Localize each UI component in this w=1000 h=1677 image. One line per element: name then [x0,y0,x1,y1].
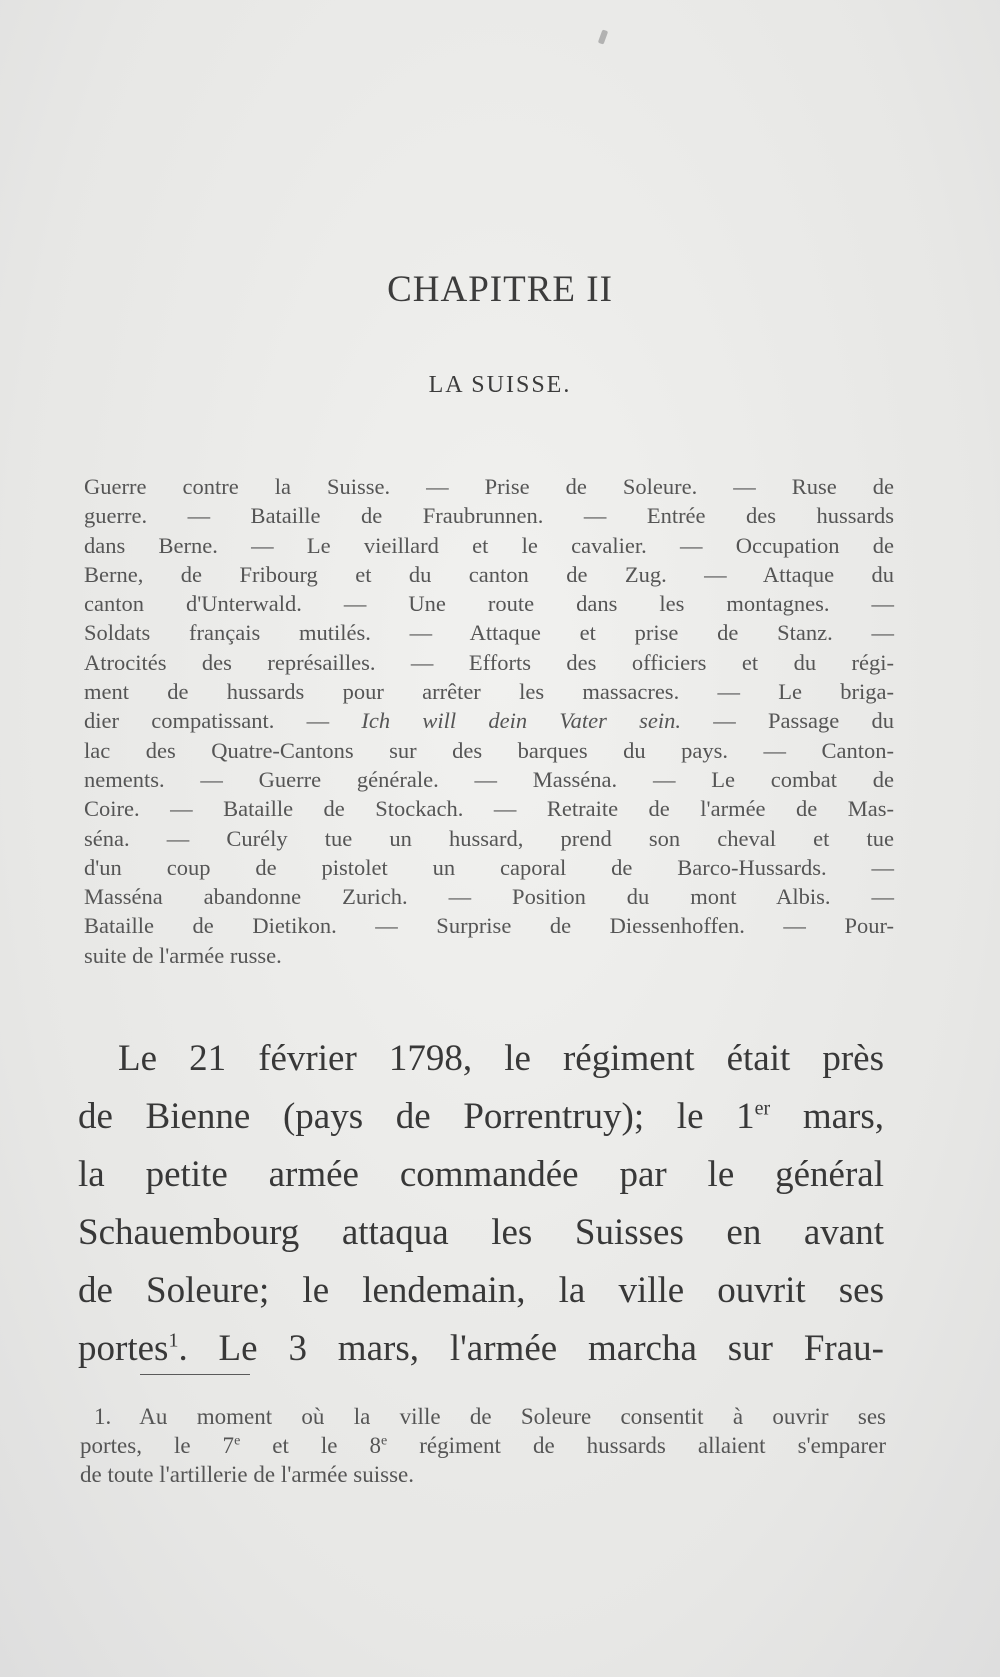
body-line [78,1088,884,1146]
footnote-text: régiment de hussards allaient s'emparer [387,1433,886,1458]
footnote-text: portes, le 7 [80,1433,235,1458]
footnote-divider [140,1374,250,1375]
summary-line [84,706,894,735]
summary-line: Soldats français mutilés. — Attaque et prise de Stanz. — [84,620,894,646]
body-line [78,1320,884,1378]
summary-line: Guerre contre la Suisse. — Prise de Soleure. — Ruse de [84,474,894,499]
chapter-title: CHAPITRE II [387,269,613,310]
body-line: de Soleure; le lendemain, la ville ouvrit ses [78,1270,884,1311]
footnote-text: et le 8 [240,1433,381,1458]
footnote [80,1402,886,1489]
summary-line: séna. — Curély tue un hussard, prend son cheval et tue [84,825,894,851]
summary-line: Bataille de Dietikon. — Surprise de Diessenhoffen. — Pour- [84,913,894,939]
summary-line: Atrocités des représailles. — Efforts des officiers et du régi- [84,649,894,675]
summary-line: d'un coup de pistolet un caporal de Barco-Hussards. — [84,854,894,880]
summary-line: Masséna abandonne Zurich. — Position du mont Albis. — [84,884,894,910]
summary-line: nements. — Guerre générale. — Masséna. — Le combat de [84,766,894,792]
body-text: portes [78,1328,169,1369]
ink-speck [598,29,608,44]
footnote-line [80,1431,886,1460]
footnote-ref: 1 [168,1329,179,1352]
summary-line: dans Berne. — Le vieillard et le cavalier. — Occupation de [84,532,894,558]
superscript: er [754,1097,771,1120]
summary-line: Coire. — Bataille de Stockach. — Retraite de l'armée de Mas- [84,796,894,822]
body-paragraph [78,1030,884,1378]
summary-line: Berne, de Fribourg et du canton de Zug. — Attaque du [84,561,894,587]
summary-line: suite de l'armée russe. [84,942,282,968]
body-text: de Bienne (pays de Porrentruy); le 1 [78,1096,755,1137]
summary-line: lac des Quatre-Cantons sur des barques du pays. — Canton- [84,737,894,763]
body-line: Schauembourg attaqua les Suisses en avant [78,1212,884,1253]
summary-text: dier compatissant. — [84,708,362,734]
footnote-line: 1. Au moment où la ville de Soleure consentit à ouvrir ses [94,1404,886,1429]
superscript: e [380,1433,388,1449]
body-line: la petite armée commandée par le général [78,1154,884,1195]
footnote-line: de toute l'artillerie de l'armée suisse. [80,1462,414,1487]
german-quote: Ich will dein Vater sein. [361,708,681,734]
summary-line: ment de hussards pour arrêter les massacres. — Le briga- [84,679,894,705]
body-text: . Le 3 mars, l'armée marcha sur Frau- [178,1328,884,1369]
summary-line: guerre. — Bataille de Fraubrunnen. — Entrée des hussards [84,503,894,529]
superscript: e [234,1433,241,1449]
summary-text: — Passage du [680,708,894,734]
body-text: mars, [770,1096,884,1137]
chapter-summary [84,472,894,970]
body-line: Le 21 février 1798, le régiment était près [118,1038,884,1079]
section-title: LA SUISSE. [428,372,572,398]
summary-line: canton d'Unterwald. — Une route dans les montagnes. — [84,591,894,617]
